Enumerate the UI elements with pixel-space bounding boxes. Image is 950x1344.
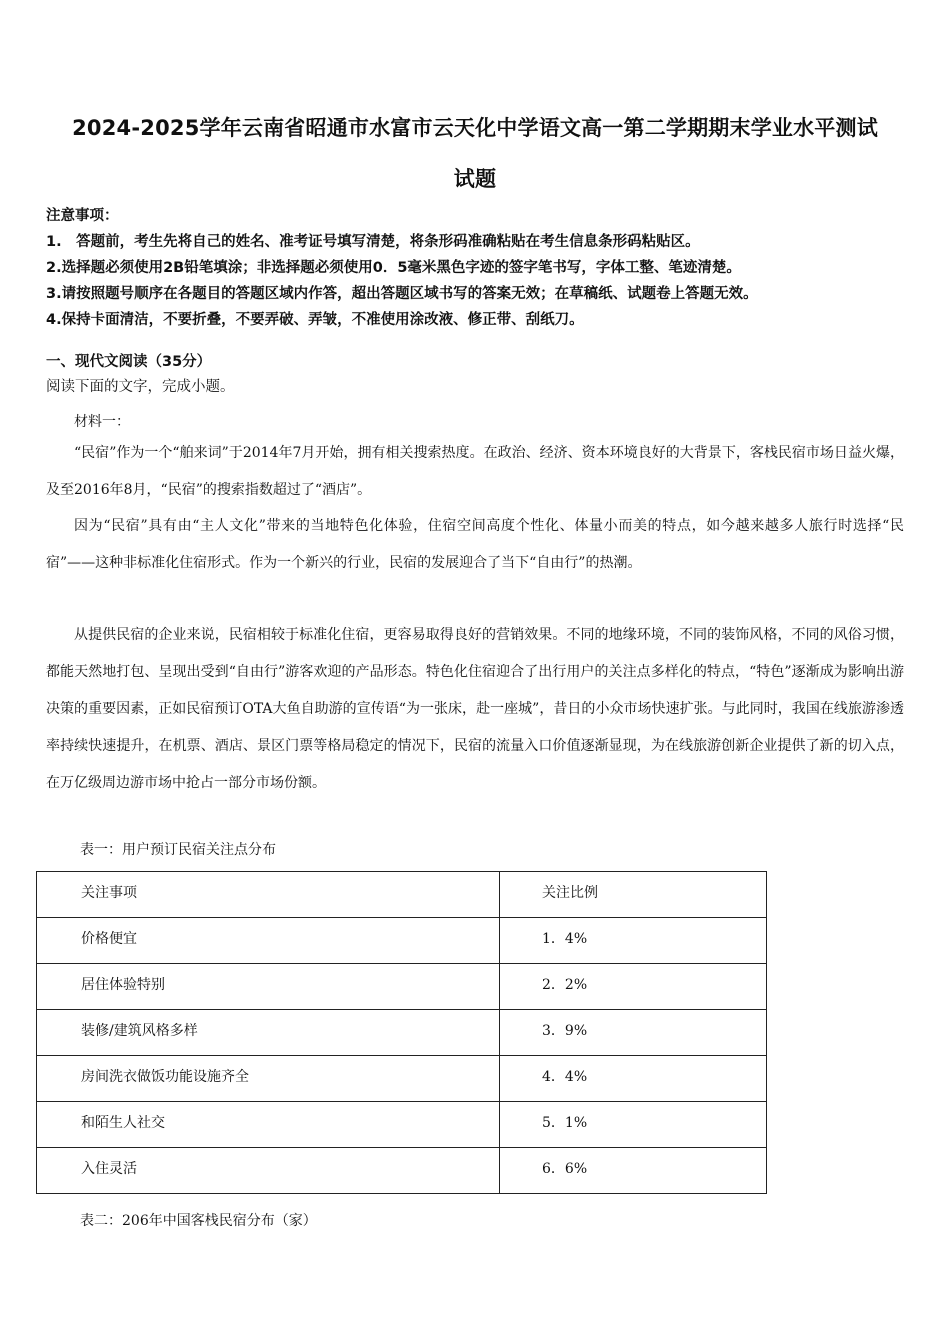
table-cell: 4．4%: [500, 1056, 767, 1102]
table-row: [37, 1148, 767, 1194]
table-header-cell: 关注事项: [37, 872, 500, 918]
section-instruction: 阅读下面的文字，完成小题。: [46, 379, 235, 395]
table2-caption: 表二：206年中国客栈民宿分布（家）: [80, 1213, 317, 1229]
table-cell: 3．9%: [500, 1010, 767, 1056]
table-cell: 2．2%: [500, 964, 767, 1010]
notice-heading: 注意事项：: [46, 208, 119, 224]
paragraph: 因为“民宿”具有由“主人文化”带来的当地特色化体验，住宿空间高度个性化、体量小而美的特点，如今越来越多人旅行时选择“民宿”——这种非标准化住宿形式。作为一个新兴的行业，民宿的发展迎合了当下“自由行”的热潮。: [46, 518, 904, 571]
material-label: 材料一：: [74, 414, 130, 430]
table-cell: 价格便宜: [37, 918, 500, 964]
table1-caption: 表一：用户预订民宿关注点分布: [80, 842, 276, 858]
table-cell: 装修/建筑风格多样: [37, 1010, 500, 1056]
section-heading: 一、现代文阅读（35分）: [46, 354, 212, 370]
paragraph: 从提供民宿的企业来说，民宿相较于标准化住宿，更容易取得良好的营销效果。不同的地缘环境，不同的装饰风格，不同的风俗习惯，都能天然地打包、呈现出受到“自由行”游客欢迎的产品形态。特色化住宿迎合了出行用户的关注点多样化的特点，“特色”逐渐成为影响出游决策的重要因素，正如民宿预订OTA大鱼自助游的宣传语“为一张床，赴一座城”，昔日的小众市场快速扩张。与此同时，我国在线旅游渗透率持续快速提升，在机票、酒店、景区门票等格局稳定的情况下，民宿的流量入口价值逐渐显现，为在线旅游创新企业提供了新的切入点，在万亿级周边游市场中抢占一部分市场份额。: [46, 627, 904, 791]
table-row: [37, 964, 767, 1010]
notice-block: [46, 203, 916, 333]
notice-item: 2.选择题必须使用2B铅笔填涂；非选择题必须使用0．5毫米黑色字迹的签字笔书写，字体工整、笔迹清楚。: [46, 260, 741, 276]
exam-title-continued: 试题: [453, 167, 497, 191]
table-row: [37, 1010, 767, 1056]
table-row: [37, 918, 767, 964]
table-cell: 1．4%: [500, 918, 767, 964]
table-cell: 房间洗衣做饭功能设施齐全: [37, 1056, 500, 1102]
table1: [36, 871, 767, 1194]
table-cell: 6．6%: [500, 1148, 767, 1194]
notice-item: 1. 答题前，考生先将自己的姓名、准考证号填写清楚，将条形码准确粘贴在考生信息条形码粘贴区。: [46, 234, 700, 250]
table-cell: 5．1%: [500, 1102, 767, 1148]
table-header-cell: 关注比例: [500, 872, 767, 918]
notice-item: 4.保持卡面清洁，不要折叠，不要弄破、弄皱，不准使用涂改液、修正带、刮纸刀。: [46, 312, 584, 328]
table-row: [37, 1102, 767, 1148]
paragraph-block: [46, 435, 904, 509]
exam-title: 2024-2025学年云南省昭通市水富市云天化中学语文高一第二学期期末学业水平测试: [72, 116, 878, 140]
notice-item: 3.请按照题号顺序在各题目的答题区域内作答，超出答题区域书写的答案无效；在草稿纸、试题卷上答题无效。: [46, 286, 758, 302]
paragraph-block: [46, 617, 904, 802]
table-cell: 入住灵活: [37, 1148, 500, 1194]
paragraph-block: [46, 508, 904, 582]
table-cell: 居住体验特别: [37, 964, 500, 1010]
table-cell: 和陌生人社交: [37, 1102, 500, 1148]
paragraph: “民宿”作为一个“舶来词”于2014年7月开始，拥有相关搜索热度。在政治、经济、资本环境良好的大背景下，客栈民宿市场日益火爆，及至2016年8月，“民宿”的搜索指数超过了“酒店”。: [46, 445, 904, 498]
table-row: [37, 1056, 767, 1102]
table-header-row: [37, 872, 767, 918]
